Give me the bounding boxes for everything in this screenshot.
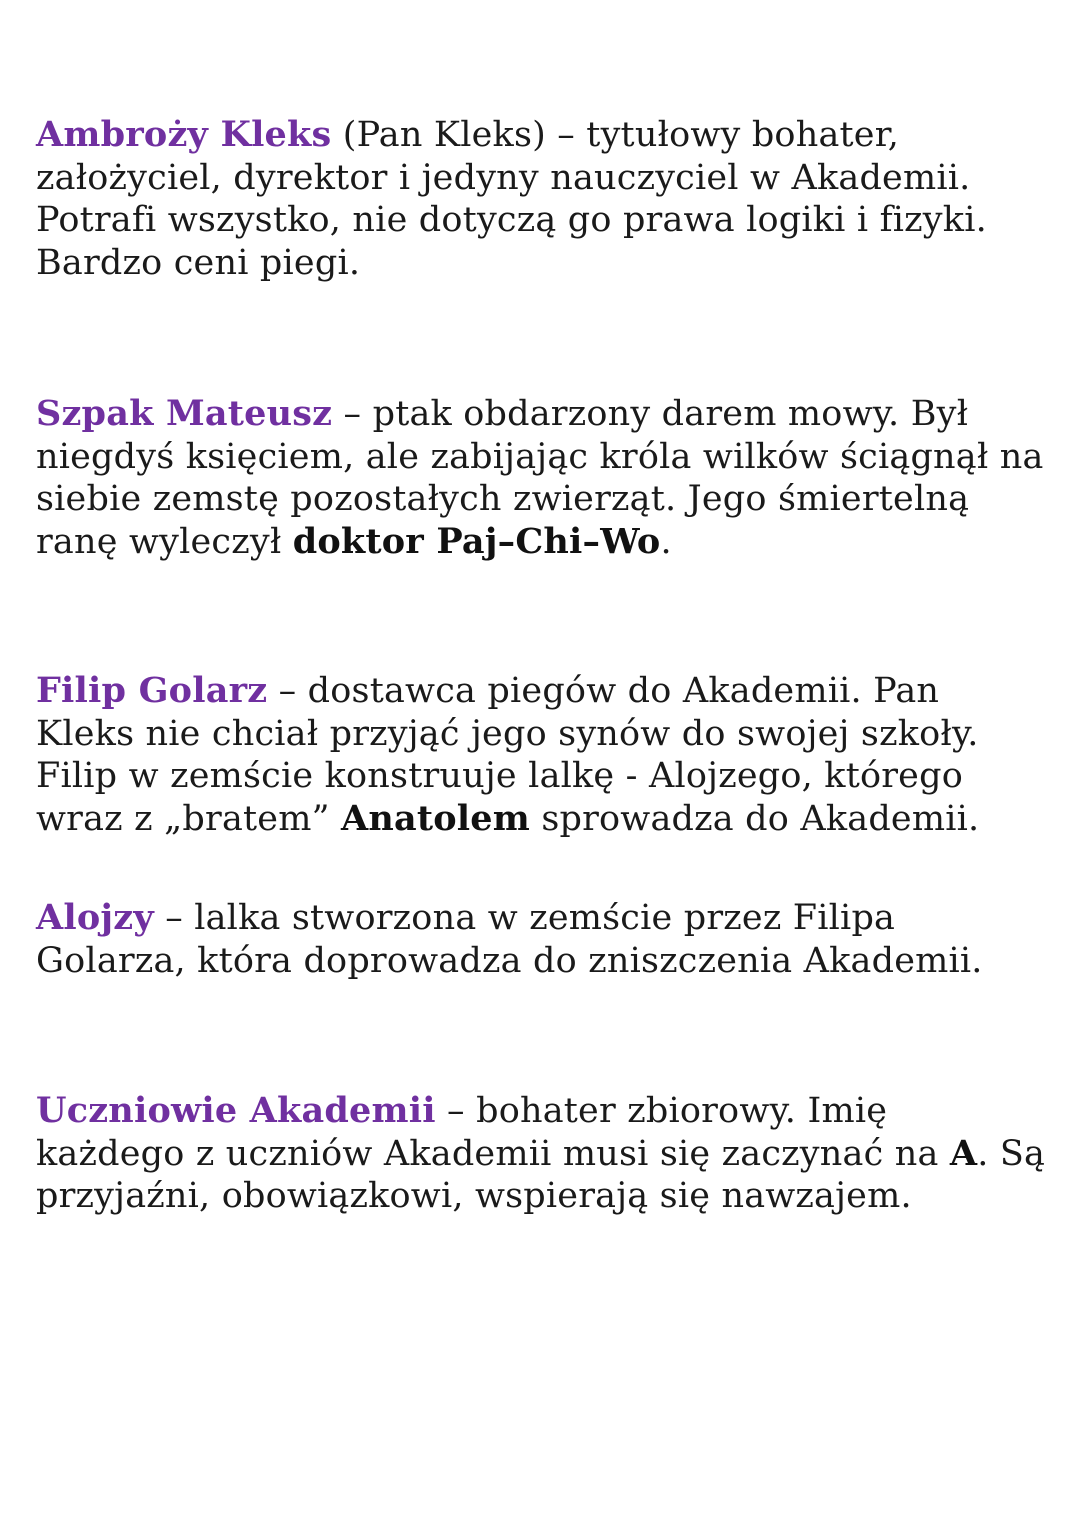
character-entry-alojzy — [36, 897, 1046, 982]
bold-term: Anatolem — [341, 797, 531, 839]
character-description: – dostawca piegów do Akademii. Pan Kleks nie chciał przyjąć jego synów do swojej szkoły. Filip w zemście konstruuje lalkę - Alojzego, którego wraz z „bratem” — [36, 671, 979, 839]
character-name: Filip Golarz — [36, 670, 268, 711]
character-description-end: sprowadza do Akademii. — [530, 798, 980, 839]
character-description-end: . Są przyjaźni, obowiązkowi, wspierają się nawzajem. — [36, 1133, 1046, 1216]
character-entry-filip-golarz — [36, 670, 1046, 840]
character-description: – lalka stworzona w zemście przez Filipa Golarza, która doprowadza do zniszczenia Akademii. — [36, 898, 983, 981]
character-name: Ambroży Kleks — [36, 114, 332, 155]
character-name: Szpak Mateusz — [36, 393, 333, 434]
character-entry-szpak-mateusz — [36, 393, 1046, 563]
character-entry-uczniowie-akademii — [36, 1090, 1046, 1218]
bold-term: doktor Paj–Chi–Wo — [292, 520, 661, 562]
character-description: – ptak obdarzony darem mowy. Był niegdyś księciem, ale zabijając króla wilków ściągnął na siebie zemstę pozostałych zwierząt. Jego śmiertelną ranę wyleczył — [36, 394, 1044, 562]
character-description: – bohater zbiorowy. Imię każdego z uczniów Akademii musi się zaczynać na — [36, 1091, 950, 1174]
character-description: (Pan Kleks) – tytułowy bohater, założyciel, dyrektor i jedyny nauczyciel w Akademii. Potrafi wszystko, nie dotyczą go prawa logiki i fizyki. Bardzo ceni piegi. — [36, 115, 987, 283]
character-entry-ambrozy-kleks — [36, 114, 1046, 284]
bold-term: A — [949, 1132, 978, 1174]
character-description-end: . — [660, 521, 672, 562]
character-name: Alojzy — [36, 897, 154, 938]
character-name: Uczniowie Akademii — [36, 1090, 436, 1131]
